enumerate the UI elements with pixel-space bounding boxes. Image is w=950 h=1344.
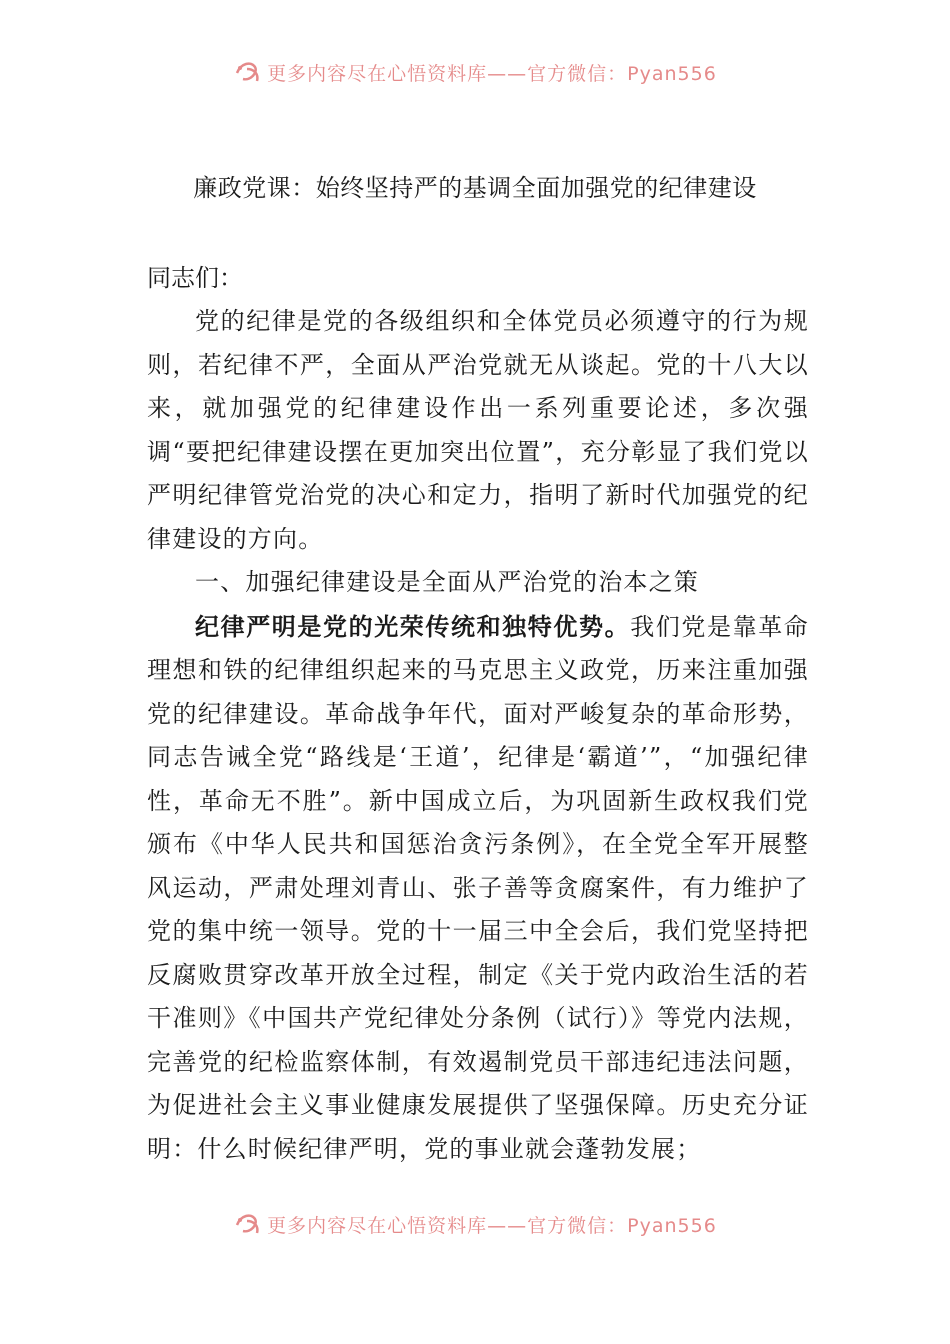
- paragraph-intro: 党的纪律是党的各级组织和全体党员必须遵守的行为规则，若纪律不严，全面从严治党就无从谈起。党的十八大以来，就加强党的纪律建设作出一系列重要论述，多次强调“要把纪律建设摆在更加突出位置”，充分彰显了我们党以严明纪律管党治党的决心和定力，指明了新时代加强党的纪律建设的方向。: [147, 307, 809, 553]
- section-heading: 一、加强纪律建设是全面从严治党的治本之策: [195, 568, 699, 596]
- watermark-text: 更多内容尽在心悟资料库——官方微信：Pyan556: [267, 62, 717, 85]
- paragraph-history-body: 我们党是靠革命理想和铁的纪律组织起来的马克思主义政党，历来注重加强党的纪律建设。革命战争年代，面对严峻复杂的革命形势，同志告诫全党“路线是‘王道’，纪律是‘霸道’”，“加强纪律性，革命无不胜”。新中国成立后，为巩固新生政权我们党颁布《中华人民共和国惩治贪污条例》，在全党全军开展整风运动，严肃处理刘青山、张子善等贪腐案件，有力维护了党的集中统一领导。党的十一届三中全会后，我们党坚持把反腐败贯穿改革开放全过程，制定《关于党内政治生活的若干准则》《中国共产党纪律处分条例（试行）》等党内法规，完善党的纪检监察体制，有效遏制党员干部违纪违法问题，为促进社会主义事业健康发展提供了坚强保障。历史充分证明：什么时候纪律严明，党的事业就会蓬勃发展；: [147, 612, 809, 1163]
- watermark-text: 更多内容尽在心悟资料库——官方微信：Pyan556: [267, 1214, 717, 1237]
- header-watermark: [0, 52, 950, 92]
- paragraph-history: [147, 605, 809, 1172]
- watermark-logo-icon: [233, 59, 263, 85]
- document-body: [147, 300, 809, 1171]
- paragraph-lead-sentence: 纪律严明是党的光荣传统和独特优势。: [195, 611, 631, 641]
- salutation: 同志们：: [147, 264, 243, 292]
- footer-watermark: [0, 1204, 950, 1244]
- document-title: 廉政党课：始终坚持严的基调全面加强党的纪律建设: [193, 174, 757, 202]
- watermark-logo-icon: [233, 1211, 263, 1237]
